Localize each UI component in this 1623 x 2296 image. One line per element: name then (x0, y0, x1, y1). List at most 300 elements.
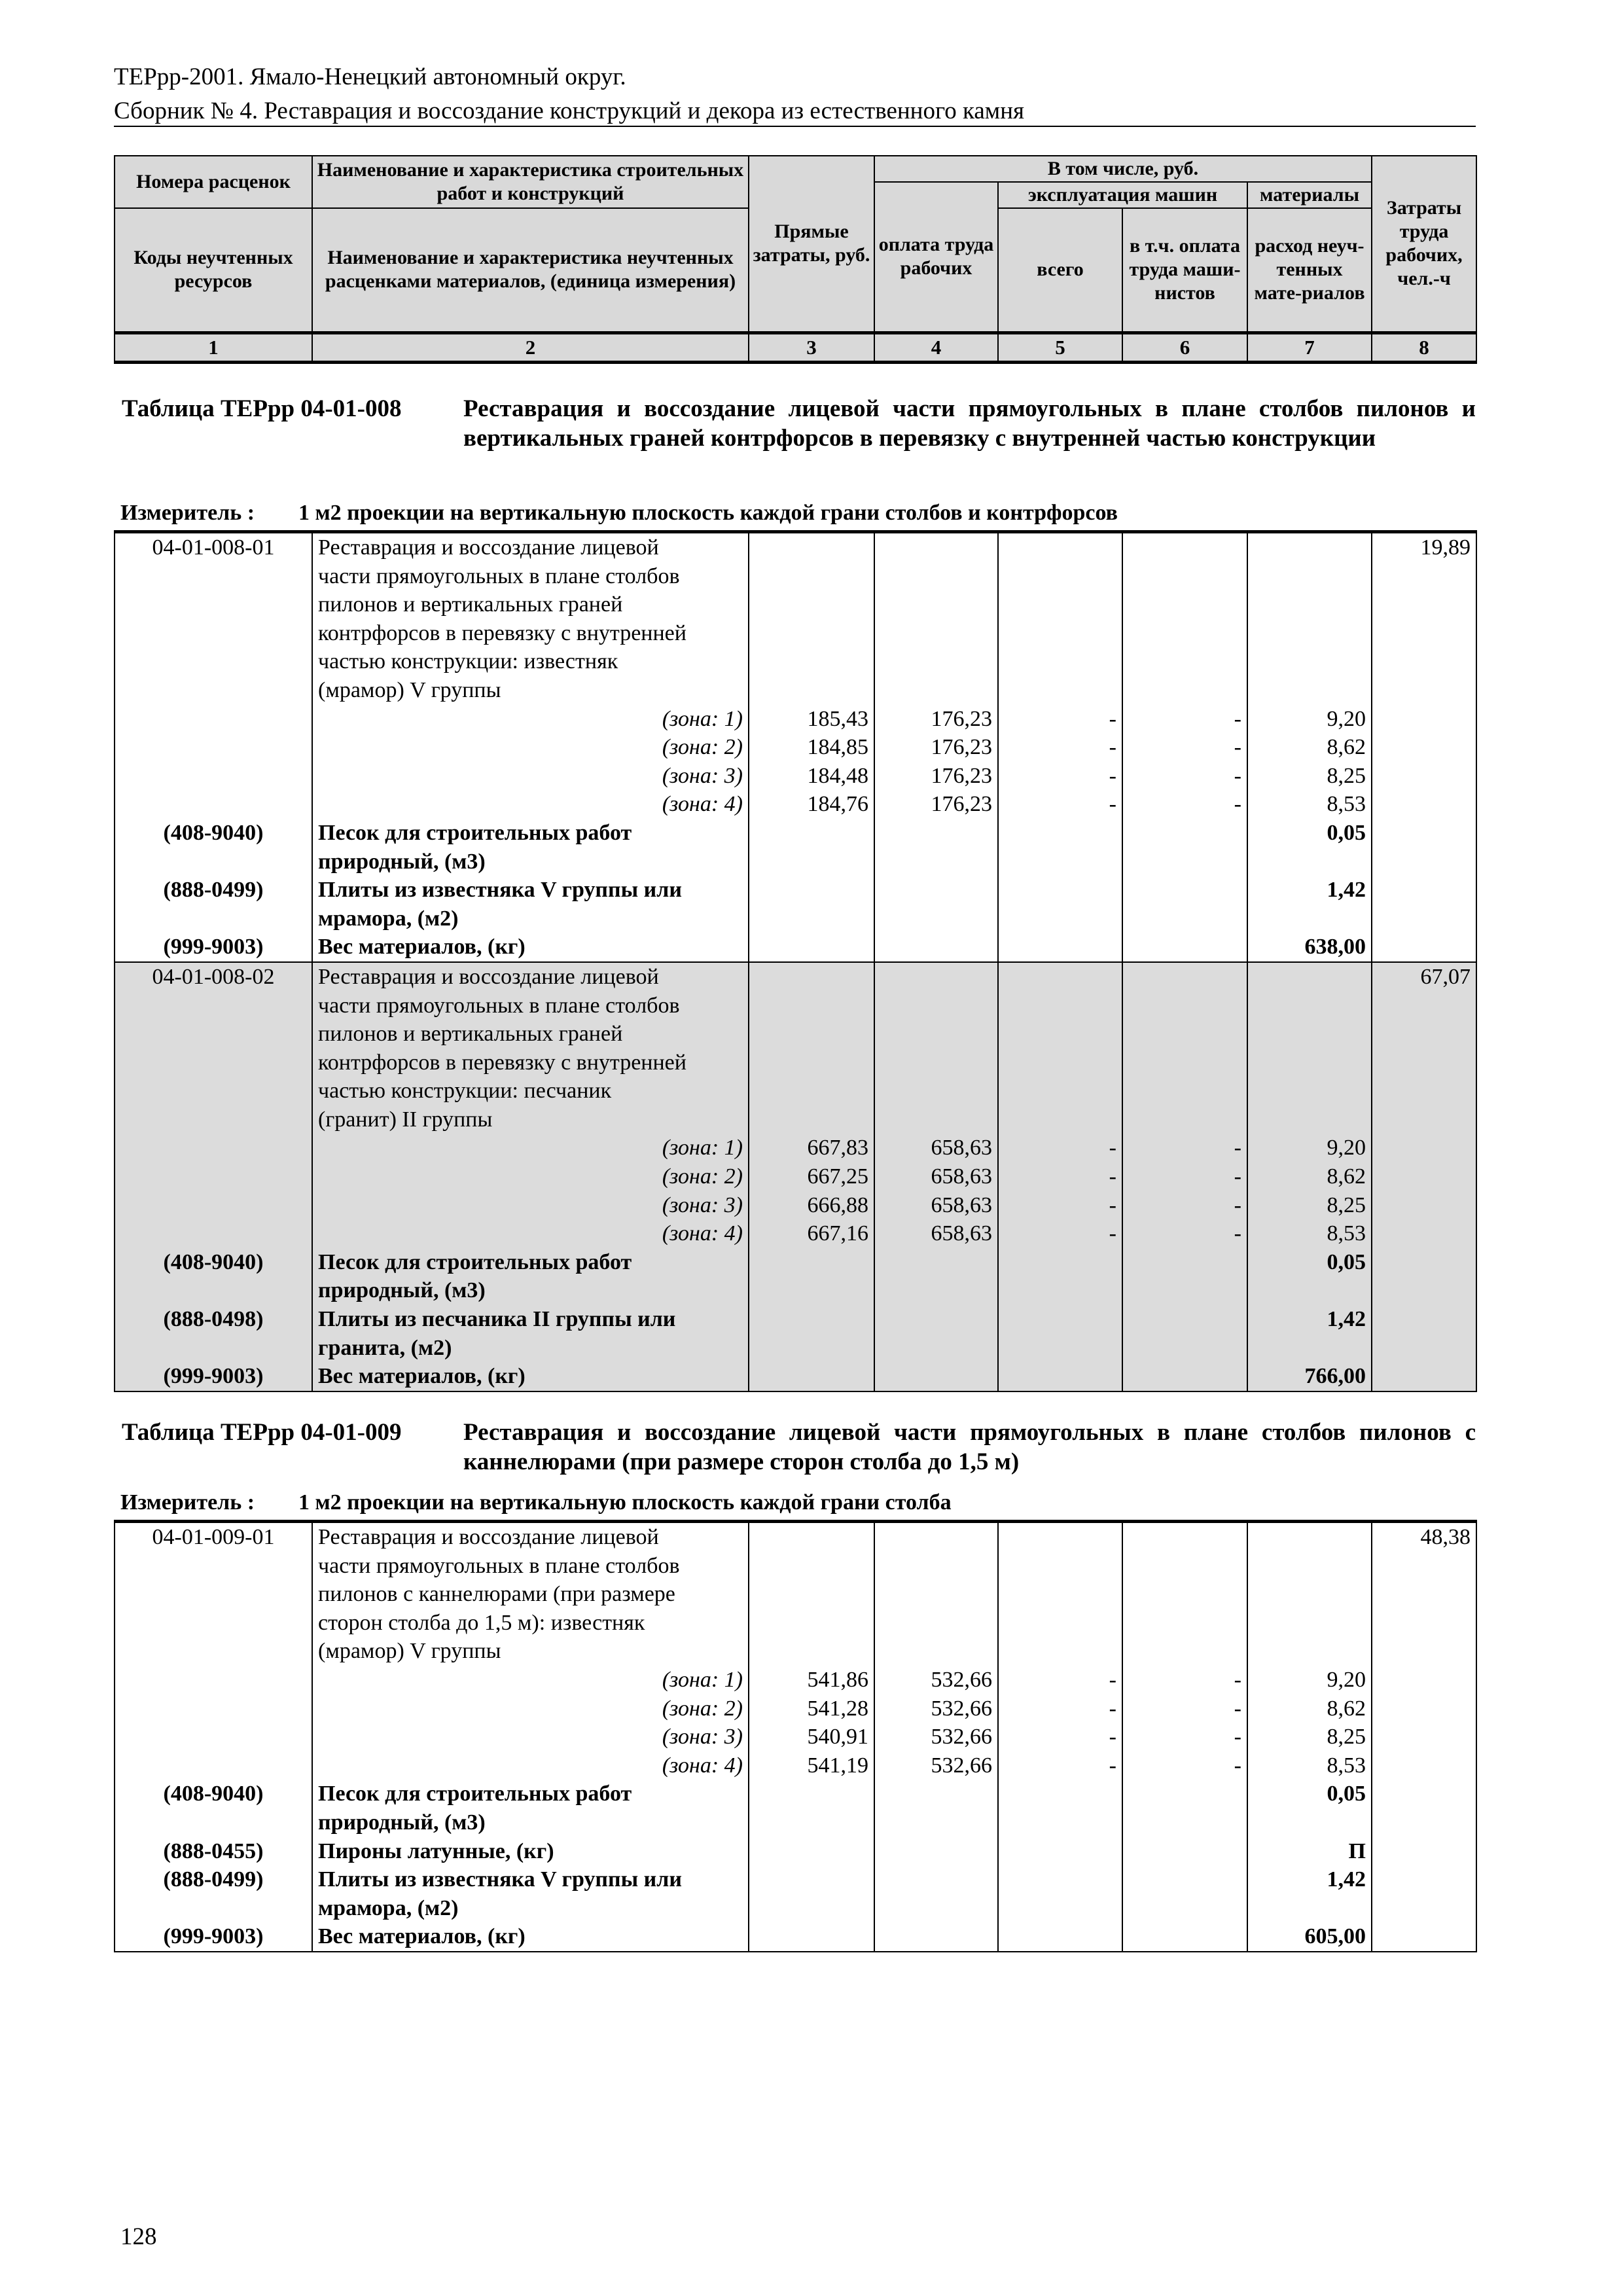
machines-total: - (998, 790, 1122, 819)
table-cell (998, 1922, 1122, 1952)
resource-name-line: мрамора, (м2) (312, 905, 749, 933)
measure-label: Измеритель : (120, 1490, 255, 1515)
resource-row (115, 1894, 1476, 1923)
table-cell (1372, 1305, 1476, 1334)
table-cell (1247, 1522, 1372, 1552)
table-cell (115, 562, 312, 591)
machinist-wage: - (1122, 1134, 1247, 1162)
resource-row (115, 1865, 1476, 1894)
table-cell (874, 1780, 998, 1808)
rate-description-line: частью конструкции: песчаник (312, 1077, 749, 1105)
table-cell (1247, 1580, 1372, 1609)
table-cell (1372, 590, 1476, 619)
rates-table (114, 530, 1477, 1392)
table-cell (1372, 1077, 1476, 1105)
table-cell (749, 1609, 874, 1638)
machines-total: - (998, 1191, 1122, 1220)
zone-label: (зона: 4) (312, 790, 749, 819)
table-cell (115, 1580, 312, 1609)
column-header-table (114, 155, 1477, 364)
table-cell (115, 762, 312, 791)
resource-consumption: П (1247, 1837, 1372, 1866)
resource-row (115, 1276, 1476, 1305)
table-row (115, 962, 1476, 992)
direct-costs: 541,86 (749, 1666, 874, 1695)
machinist-wage: - (1122, 790, 1247, 819)
table-cell (1247, 1609, 1372, 1638)
machines-total: - (998, 1695, 1122, 1723)
worker-wage: 176,23 (874, 733, 998, 762)
table-cell (998, 1105, 1122, 1134)
table-cell (115, 1609, 312, 1638)
resource-row (115, 1248, 1476, 1277)
table-cell (115, 1219, 312, 1248)
rate-code: 04-01-009-01 (115, 1522, 312, 1552)
table-cell (749, 1334, 874, 1363)
table-cell (1122, 876, 1247, 905)
table-cell (998, 1049, 1122, 1077)
table-cell (115, 1134, 312, 1162)
resource-name-line: природный, (м3) (312, 1808, 749, 1837)
rate-description-line: (мрамор) V группы (312, 676, 749, 705)
machinist-wage: - (1122, 705, 1247, 734)
table-cell (1122, 590, 1247, 619)
table-cell (749, 1049, 874, 1077)
table-cell (115, 1162, 312, 1191)
table-cell (1372, 1837, 1476, 1866)
rate-description-line: сторон столба до 1,5 м): известняк (312, 1609, 749, 1638)
table-cell (998, 1637, 1122, 1666)
materials: 8,53 (1247, 790, 1372, 819)
machinist-wage: - (1122, 1162, 1247, 1191)
zone-row (115, 1191, 1476, 1220)
table-cell (998, 1522, 1122, 1552)
resource-name-line: Вес материалов, (кг) (312, 1362, 749, 1391)
rate-description-line: Реставрация и воссоздание лицевой (312, 962, 749, 992)
table-cell (749, 1276, 874, 1305)
table-row (115, 1049, 1476, 1077)
table-cell (1122, 1334, 1247, 1363)
resource-name-line: природный, (м3) (312, 848, 749, 876)
table-cell (115, 590, 312, 619)
zone-row (115, 1162, 1476, 1191)
column-number: 1 (115, 332, 312, 362)
materials: 9,20 (1247, 1666, 1372, 1695)
header-including: В том числе, руб. (874, 156, 1372, 182)
table-row (115, 1637, 1476, 1666)
resource-code: (999-9003) (115, 1922, 312, 1952)
table-row (115, 1077, 1476, 1105)
table-cell (874, 1580, 998, 1609)
rate-description-line: пилонов с каннелюрами (при размере (312, 1580, 749, 1609)
direct-costs: 667,16 (749, 1219, 874, 1248)
table-cell (874, 619, 998, 648)
resource-code: (408-9040) (115, 819, 312, 848)
table-cell (1122, 1808, 1247, 1837)
table-cell (1122, 1305, 1247, 1334)
table-cell (749, 647, 874, 676)
zone-row (115, 1219, 1476, 1248)
resource-row (115, 1780, 1476, 1808)
table-cell (115, 1637, 312, 1666)
table-cell (1247, 1334, 1372, 1363)
rate-description-line: частью конструкции: известняк (312, 647, 749, 676)
machinist-wage: - (1122, 733, 1247, 762)
table-cell (1247, 562, 1372, 591)
worker-wage: 658,63 (874, 1162, 998, 1191)
worker-wage: 176,23 (874, 705, 998, 734)
zone-label: (зона: 2) (312, 733, 749, 762)
table-cell (1247, 647, 1372, 676)
table-cell (115, 905, 312, 933)
direct-costs: 666,88 (749, 1191, 874, 1220)
table-cell (874, 1334, 998, 1363)
rate-description-line: контрфорсов в перевязку с внутренней (312, 1049, 749, 1077)
table-cell (1247, 1276, 1372, 1305)
table-cell (1372, 1637, 1476, 1666)
materials: 9,20 (1247, 705, 1372, 734)
table-cell (115, 848, 312, 876)
direct-costs: 541,19 (749, 1751, 874, 1780)
resource-row (115, 1922, 1476, 1952)
table-cell (1372, 848, 1476, 876)
table-cell (749, 562, 874, 591)
table-row (115, 1105, 1476, 1134)
table-cell (1122, 647, 1247, 676)
table-cell (1372, 1609, 1476, 1638)
rate-description-line: Реставрация и воссоздание лицевой (312, 532, 749, 562)
table-row (115, 1522, 1476, 1552)
table-cell (1372, 790, 1476, 819)
table-cell (998, 1020, 1122, 1049)
table-cell (1372, 1334, 1476, 1363)
table-cell (1372, 1780, 1476, 1808)
resource-code: (999-9003) (115, 933, 312, 962)
resource-name-line: Песок для строительных работ (312, 1780, 749, 1808)
resource-code: (888-0455) (115, 1837, 312, 1866)
table-row (115, 647, 1476, 676)
zone-label: (зона: 1) (312, 1134, 749, 1162)
table-cell (1372, 1894, 1476, 1923)
table-cell (115, 1049, 312, 1077)
table-cell (115, 1666, 312, 1695)
table-cell (998, 1865, 1122, 1894)
column-number: 7 (1247, 332, 1372, 362)
header-materials: материалы (1247, 182, 1372, 208)
table-cell (1372, 1751, 1476, 1780)
table-cell (115, 1723, 312, 1751)
zone-label: (зона: 4) (312, 1219, 749, 1248)
table-cell (1372, 1248, 1476, 1277)
table-row (115, 992, 1476, 1020)
table-cell (1372, 1580, 1476, 1609)
direct-costs: 667,83 (749, 1134, 874, 1162)
materials: 8,62 (1247, 733, 1372, 762)
table-row (115, 1580, 1476, 1609)
table-cell (1122, 562, 1247, 591)
measure-label: Измеритель : (120, 501, 255, 525)
table-cell (874, 1362, 998, 1391)
running-header-title: ТЕРрр-2001. Ямало-Ненецкий автономный округ. (114, 63, 626, 90)
table-cell (749, 1865, 874, 1894)
resource-name-line: Песок для строительных работ (312, 1248, 749, 1277)
resource-row (115, 819, 1476, 848)
resource-consumption: 605,00 (1247, 1922, 1372, 1952)
table-cell (749, 962, 874, 992)
table-cell (1122, 1049, 1247, 1077)
table-cell (998, 1808, 1122, 1837)
table-cell (998, 676, 1122, 705)
table-cell (1247, 992, 1372, 1020)
rate-description-line: части прямоугольных в плане столбов (312, 1552, 749, 1581)
table-cell (749, 1522, 874, 1552)
zone-row (115, 762, 1476, 791)
table-cell (1372, 1191, 1476, 1220)
table-cell (749, 676, 874, 705)
table-cell (1122, 1276, 1247, 1305)
table-cell (1372, 1552, 1476, 1581)
table-cell (1372, 676, 1476, 705)
machines-total: - (998, 1134, 1122, 1162)
table-cell (1372, 1865, 1476, 1894)
table-label: Таблица ТЕРрр 04-01-009 (122, 1419, 402, 1446)
machinist-wage: - (1122, 1219, 1247, 1248)
rate-code: 04-01-008-02 (115, 962, 312, 992)
machinist-wage: - (1122, 762, 1247, 791)
table-cell (1372, 1020, 1476, 1049)
table-cell (1372, 1808, 1476, 1837)
resource-name-line: гранита, (м2) (312, 1334, 749, 1363)
table-cell (874, 1276, 998, 1305)
table-cell (998, 992, 1122, 1020)
resource-code: (408-9040) (115, 1780, 312, 1808)
table-cell (115, 1894, 312, 1923)
zone-row (115, 1751, 1476, 1780)
resource-consumption: 0,05 (1247, 1780, 1372, 1808)
worker-wage: 658,63 (874, 1134, 998, 1162)
table-cell (998, 1305, 1122, 1334)
table-cell (1247, 1105, 1372, 1134)
table-cell (749, 905, 874, 933)
table-title-block (114, 394, 1476, 453)
table-cell (998, 1276, 1122, 1305)
table-cell (1372, 1666, 1476, 1695)
table-cell (998, 1780, 1122, 1808)
table-cell (1372, 619, 1476, 648)
resource-name-line: Песок для строительных работ (312, 819, 749, 848)
table-cell (749, 819, 874, 848)
table-cell (1372, 1105, 1476, 1134)
resource-consumption: 766,00 (1247, 1362, 1372, 1391)
table-cell (874, 1837, 998, 1866)
rate-description-line: (гранит) II группы (312, 1105, 749, 1134)
table-cell (998, 819, 1122, 848)
table-cell (749, 1637, 874, 1666)
table-cell (1247, 1049, 1372, 1077)
table-cell (115, 647, 312, 676)
table-cell (998, 905, 1122, 933)
table-cell (1122, 1020, 1247, 1049)
table-cell (1122, 532, 1247, 562)
resource-row (115, 1334, 1476, 1363)
zone-label: (зона: 2) (312, 1162, 749, 1191)
rate-description-line: (мрамор) V группы (312, 1637, 749, 1666)
table-cell (874, 532, 998, 562)
table-cell (1372, 1219, 1476, 1248)
machinist-wage: - (1122, 1666, 1247, 1695)
machines-total: - (998, 1219, 1122, 1248)
table-cell (874, 933, 998, 962)
header-rule (114, 126, 1476, 127)
table-cell (115, 1751, 312, 1780)
table-title-block (114, 1418, 1476, 1477)
materials: 8,53 (1247, 1219, 1372, 1248)
worker-wage: 176,23 (874, 762, 998, 791)
table-row (115, 532, 1476, 562)
materials: 8,62 (1247, 1695, 1372, 1723)
table-cell (998, 876, 1122, 905)
table-cell (749, 1020, 874, 1049)
rates-table (114, 1520, 1477, 1952)
header-unaccounted-materials: расход неуч-тенных мате-риалов (1247, 208, 1372, 332)
worker-wage: 532,66 (874, 1666, 998, 1695)
table-cell (1372, 905, 1476, 933)
table-row (115, 590, 1476, 619)
direct-costs: 184,76 (749, 790, 874, 819)
column-number: 5 (998, 332, 1122, 362)
table-cell (1372, 1276, 1476, 1305)
table-cell (1247, 1808, 1372, 1837)
rate-description-line: части прямоугольных в плане столбов (312, 992, 749, 1020)
zone-row (115, 1666, 1476, 1695)
table-cell (1372, 933, 1476, 962)
table-cell (874, 962, 998, 992)
table-cell (1247, 962, 1372, 992)
zone-row (115, 1134, 1476, 1162)
resource-consumption: 1,42 (1247, 1305, 1372, 1334)
table-cell (998, 1552, 1122, 1581)
measure-value: 1 м2 проекции на вертикальную плоскость каждой грани столбов и контрфорсов (298, 501, 1118, 525)
machines-total: - (998, 1666, 1122, 1695)
resource-consumption: 0,05 (1247, 1248, 1372, 1277)
resource-name-line: Вес материалов, (кг) (312, 933, 749, 962)
header-work-name: Наименование и характеристика строительных работ и конструкций (312, 156, 749, 208)
table-cell (998, 848, 1122, 876)
table-cell (1372, 876, 1476, 905)
table-cell (749, 1305, 874, 1334)
machinist-wage: - (1122, 1751, 1247, 1780)
table-cell (1372, 1134, 1476, 1162)
header-machines: эксплуатация машин (998, 182, 1247, 208)
table-cell (998, 1248, 1122, 1277)
column-number: 4 (874, 332, 998, 362)
table-cell (1122, 933, 1247, 962)
table-label: Таблица ТЕРрр 04-01-008 (122, 395, 402, 422)
header-wage: оплата труда рабочих (874, 182, 998, 332)
table-cell (749, 1894, 874, 1923)
table-cell (115, 705, 312, 734)
worker-wage: 658,63 (874, 1219, 998, 1248)
table-cell (874, 1552, 998, 1581)
zone-label: (зона: 1) (312, 705, 749, 734)
table-cell (115, 1808, 312, 1837)
table-cell (749, 1780, 874, 1808)
table-cell (874, 1522, 998, 1552)
table-cell (115, 992, 312, 1020)
header-machines-total: всего (998, 208, 1122, 332)
zone-label: (зона: 3) (312, 1723, 749, 1751)
machines-total: - (998, 1723, 1122, 1751)
resource-row (115, 1362, 1476, 1391)
table-cell (998, 1609, 1122, 1638)
table-cell (1247, 619, 1372, 648)
table-cell (115, 1334, 312, 1363)
table-cell (1122, 1248, 1247, 1277)
table-cell (998, 562, 1122, 591)
table-cell (749, 1362, 874, 1391)
rate-description-line: пилонов и вертикальных граней (312, 590, 749, 619)
header-labor: Затраты труда рабочих, чел.-ч (1372, 156, 1476, 332)
zone-label: (зона: 3) (312, 762, 749, 791)
table-cell (115, 1695, 312, 1723)
materials: 8,53 (1247, 1751, 1372, 1780)
table-cell (749, 992, 874, 1020)
machines-total: - (998, 1162, 1122, 1191)
table-cell (998, 590, 1122, 619)
column-number: 6 (1122, 332, 1247, 362)
zone-row (115, 1723, 1476, 1751)
direct-costs: 184,85 (749, 733, 874, 762)
header-resource-codes: Коды неучтенных ресурсов (115, 208, 312, 332)
resource-name-line: Пироны латунные, (кг) (312, 1837, 749, 1866)
table-cell (115, 1191, 312, 1220)
resource-row (115, 1305, 1476, 1334)
table-cell (115, 1276, 312, 1305)
table-cell (1372, 1162, 1476, 1191)
table-cell (1372, 1049, 1476, 1077)
header-machinist-wage: в т.ч. оплата труда маши-нистов (1122, 208, 1247, 332)
rate-record (115, 1522, 1476, 1952)
measure-line (120, 500, 1118, 526)
machines-total: - (998, 1751, 1122, 1780)
table-cell (874, 1020, 998, 1049)
resource-row (115, 1808, 1476, 1837)
table-cell (998, 1894, 1122, 1923)
table-cell (1247, 1552, 1372, 1581)
table-cell (1122, 1105, 1247, 1134)
table-title: Реставрация и воссоздание лицевой части прямоугольных в плане столбов пилонов с каннелюрами (при размере сторон столба до 1,5 м) (463, 1419, 1476, 1475)
table-cell (874, 562, 998, 591)
table-cell (874, 1248, 998, 1277)
table-cell (1247, 905, 1372, 933)
rate-description-line: контрфорсов в перевязку с внутренней (312, 619, 749, 648)
column-number: 3 (749, 332, 874, 362)
table-cell (1372, 733, 1476, 762)
zone-label: (зона: 1) (312, 1666, 749, 1695)
table-cell (749, 1922, 874, 1952)
worker-wage: 532,66 (874, 1751, 998, 1780)
resource-row (115, 905, 1476, 933)
table-cell (1122, 1922, 1247, 1952)
table-cell (1122, 1552, 1247, 1581)
table-cell (998, 1837, 1122, 1866)
labor-cost: 48,38 (1372, 1522, 1476, 1552)
table-cell (1122, 1077, 1247, 1105)
table-cell (749, 532, 874, 562)
table-cell (1247, 1020, 1372, 1049)
table-row (115, 1552, 1476, 1581)
table-cell (1122, 848, 1247, 876)
